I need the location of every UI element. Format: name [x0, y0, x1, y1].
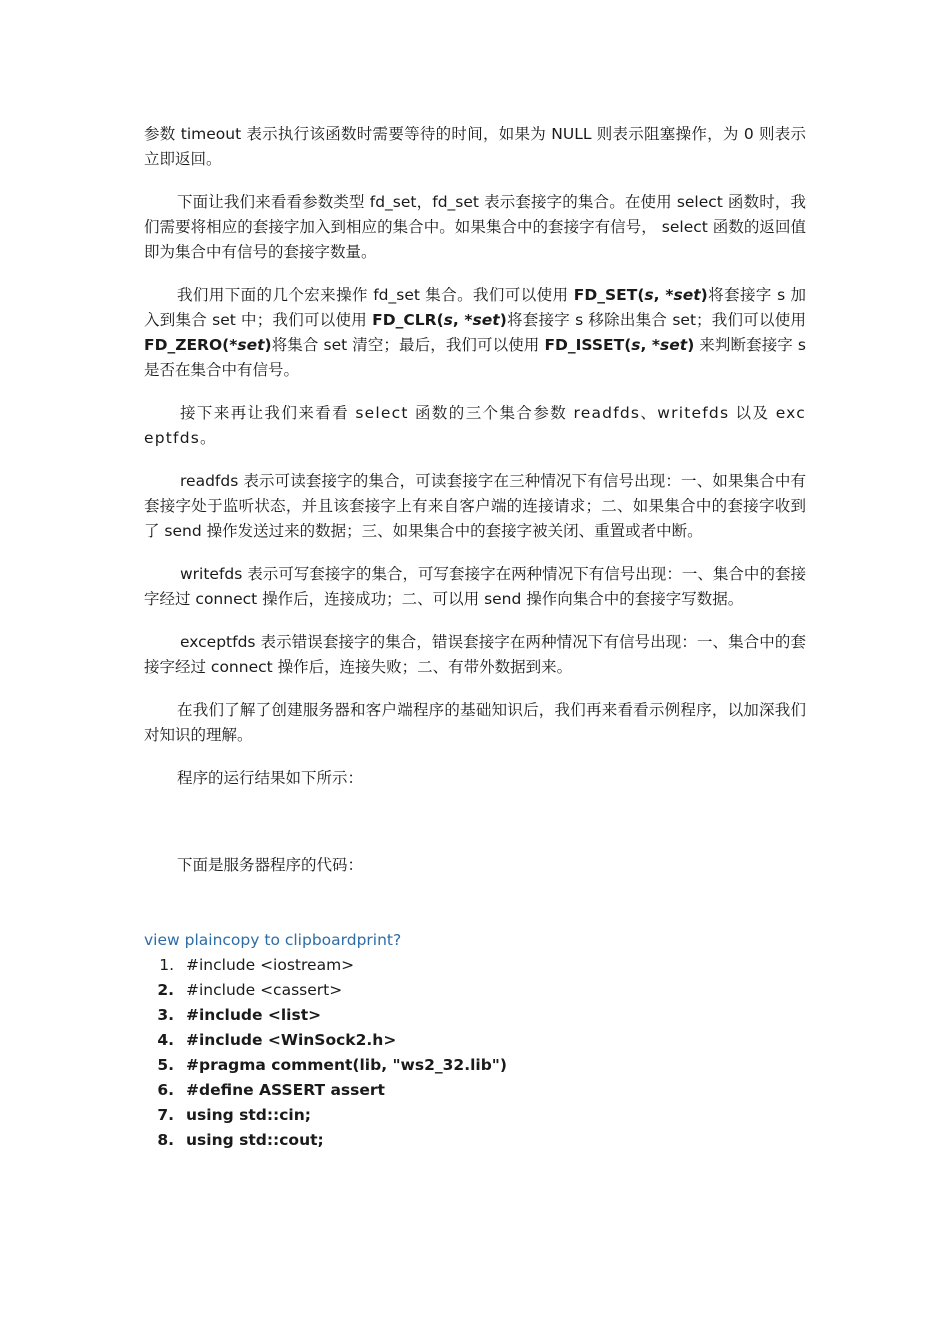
paragraph-example-intro: 在我们了解了创建服务器和客户端程序的基础知识后，我们再来看看示例程序，以加深我们对知识的理解。 — [144, 701, 806, 744]
macro-fd-zero-part-3: ) — [264, 336, 272, 354]
line-number: 4. — [157, 1031, 174, 1049]
macro-fd-zero — [144, 336, 272, 354]
code-line — [144, 1103, 806, 1128]
view-plain-link[interactable]: view plain — [144, 931, 223, 949]
spacer — [144, 896, 806, 928]
code-line — [144, 953, 806, 978]
macro-fd-clr-part-3: , * — [452, 311, 473, 329]
line-number: 1. — [159, 956, 174, 974]
macro-fd-zero-part-1: FD_ZERO(* — [144, 336, 238, 354]
macros-text-4: 将集合 set 清空；最后，我们可以使用 — [271, 336, 545, 354]
macro-fd-isset-part-4: set — [660, 336, 688, 354]
macros-text-3: 将套接字 s 移除出集合 set；我们可以使用 — [506, 311, 807, 329]
macro-fd-isset-part-5: ) — [687, 336, 695, 354]
macro-fd-set-part-5: ) — [700, 286, 708, 304]
copy-link[interactable]: copy — [222, 931, 260, 949]
line-number: 6. — [157, 1081, 174, 1099]
paragraph-exceptfds: exceptfds 表示错误套接字的集合，错误套接字在两种情况下有信号出现：一、集合中的套接字经过 connect 操作后，连接失败；二、有带外数据到来。 — [144, 633, 806, 676]
macro-fd-clr-part-1: FD_CLR( — [372, 311, 444, 329]
macro-fd-isset-part-3: , * — [640, 336, 661, 354]
code-listing — [144, 953, 806, 1153]
macro-fd-clr-part-5: ) — [499, 311, 507, 329]
paragraph-writefds: writefds 表示可写套接字的集合，可写套接字在两种情况下有信号出现：一、集合中的套接字经过 connect 操作后，连接成功；二、可以用 send 操作向集合中的套接字写数据。 — [144, 565, 806, 608]
macro-fd-clr-part-2: s — [443, 311, 453, 329]
line-number: 5. — [157, 1056, 174, 1074]
line-number: 2. — [157, 981, 174, 999]
code-line — [144, 1003, 806, 1028]
macro-fd-zero-part-2: set — [237, 336, 265, 354]
code-line — [144, 1028, 806, 1053]
paragraph-timeout: 参数 timeout 表示执行该函数时需要等待的时间，如果为 NULL 则表示阻塞操作，为 0 则表示立即返回。 — [144, 125, 806, 168]
code-text: using std::cout; — [186, 1131, 324, 1149]
macros-text-5: 来判断套接字 s 是否在集合中有信号。 — [144, 336, 806, 379]
code-text: using std::cin; — [186, 1106, 311, 1124]
print-link[interactable]: print — [356, 931, 394, 949]
code-text: #define ASSERT assert — [186, 1081, 385, 1099]
line-number: 8. — [157, 1131, 174, 1149]
code-text: #include <cassert> — [186, 981, 343, 999]
macro-fd-set-part-1: FD_SET( — [573, 286, 645, 304]
help-link[interactable]: ? — [393, 931, 402, 949]
macro-fd-clr — [372, 311, 507, 329]
code-text: #include <WinSock2.h> — [186, 1031, 397, 1049]
macros-text-1: 我们用下面的几个宏来操作 fd_set 集合。我们可以使用 — [177, 286, 574, 304]
paragraph-macros — [144, 283, 806, 383]
macros-text-2: 将套接字 s 加入到集合 set 中；我们可以使用 — [144, 286, 806, 329]
code-line — [144, 1078, 806, 1103]
macro-fd-isset-part-1: FD_ISSET( — [544, 336, 632, 354]
macro-fd-isset — [544, 336, 694, 354]
macro-fd-clr-part-4: set — [472, 311, 500, 329]
paragraph-run-result: 程序的运行结果如下所示： — [177, 769, 364, 787]
code-text: #include <iostream> — [186, 956, 355, 974]
code-line — [144, 1128, 806, 1153]
paragraph-server-code: 下面是服务器程序的代码： — [177, 856, 364, 874]
code-text: #pragma comment(lib, "ws2_32.lib") — [186, 1056, 507, 1074]
code-text: #include <list> — [186, 1006, 322, 1024]
paragraph-fd-set: 下面让我们来看看参数类型 fd_set，fd_set 表示套接字的集合。在使用 select 函数时，我们需要将相应的套接字加入到相应的集合中。如果集合中的套接字有信号， select 函数的返回值即为集合中有信号的套接字数量。 — [144, 193, 806, 261]
macro-fd-set-part-3: , * — [653, 286, 674, 304]
code-toolbar — [144, 928, 806, 953]
macro-fd-isset-part-2: s — [631, 336, 641, 354]
macro-fd-set — [574, 286, 708, 304]
line-number: 3. — [157, 1006, 174, 1024]
result-image-placeholder — [144, 809, 806, 853]
paragraph-three-sets: 接下来再让我们来看看 select 函数的三个集合参数 readfds、writefds 以及 exceptfds。 — [144, 404, 806, 447]
document-page — [144, 122, 806, 1153]
code-line — [144, 978, 806, 1003]
macro-fd-set-part-2: s — [644, 286, 654, 304]
to-clipboard-link[interactable]: to clipboard — [259, 931, 357, 949]
macro-fd-set-part-4: set — [673, 286, 701, 304]
line-number: 7. — [157, 1106, 174, 1124]
code-line — [144, 1053, 806, 1078]
paragraph-readfds: readfds 表示可读套接字的集合，可读套接字在三种情况下有信号出现：一、如果集合中有套接字处于监听状态，并且该套接字上有来自客户端的连接请求；二、如果集合中的套接字收到了 send 操作发送过来的数据；三、如果集合中的套接字被关闭、重置或者中断。 — [144, 472, 806, 540]
